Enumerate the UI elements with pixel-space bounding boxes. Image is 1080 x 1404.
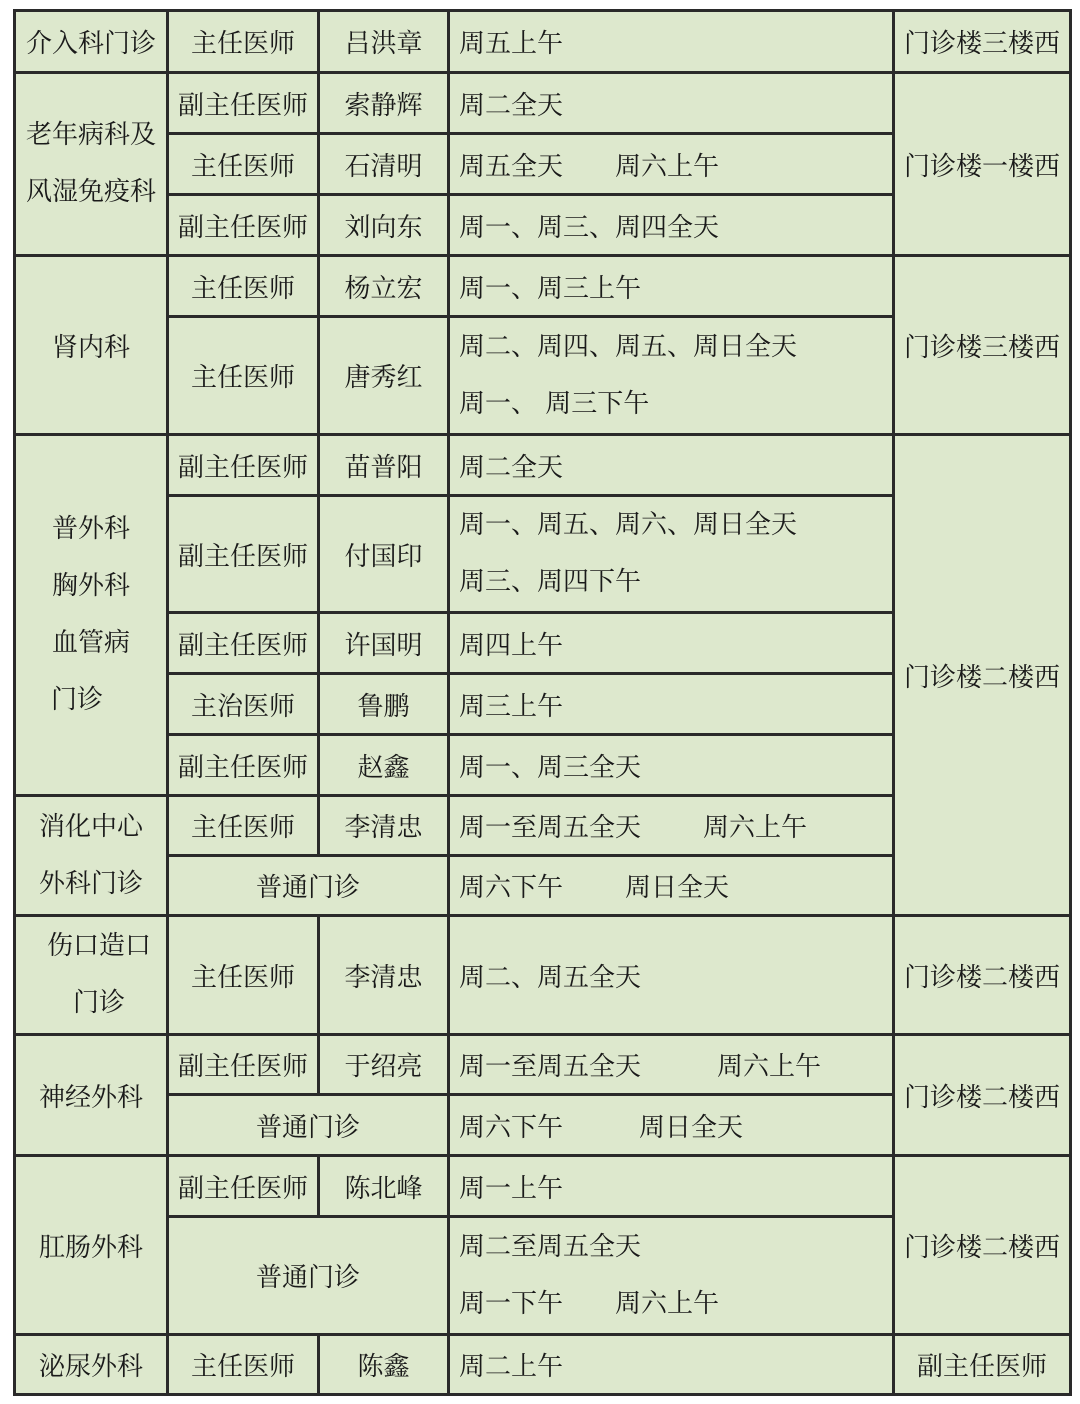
location-cell: 门诊楼三楼西 xyxy=(894,256,1071,435)
title-cell: 副主任医师 xyxy=(168,435,319,496)
department-cell: 消化中心 外科门诊 xyxy=(15,796,168,916)
schedule-cell: 周五上午 xyxy=(449,11,894,73)
location-cell: 门诊楼一楼西 xyxy=(894,73,1071,256)
department-cell: 伤口造口 门诊 xyxy=(15,916,168,1035)
table-row xyxy=(15,916,1071,1035)
doctor-cell: 苗普阳 xyxy=(319,435,449,496)
schedule-cell: 周一、周五、周六、周日全天 周三、周四下午 xyxy=(449,496,894,613)
doctor-cell: 赵鑫 xyxy=(319,735,449,796)
table-row xyxy=(15,256,1071,317)
location-cell: 门诊楼二楼西 xyxy=(894,916,1071,1035)
doctor-cell: 陈北峰 xyxy=(319,1156,449,1217)
schedule-cell: 周一至周五全天 周六上午 xyxy=(449,796,894,856)
department-cell: 肛肠外科 xyxy=(15,1156,168,1335)
title-cell: 副主任医师 xyxy=(168,1035,319,1095)
doctor-cell: 石清明 xyxy=(319,134,449,195)
title-cell: 主任医师 xyxy=(168,256,319,317)
title-cell: 主任医师 xyxy=(168,916,319,1035)
doctor-cell: 杨立宏 xyxy=(319,256,449,317)
general-clinic-cell: 普通门诊 xyxy=(168,1095,449,1156)
doctor-cell: 许国明 xyxy=(319,613,449,674)
department-cell: 肾内科 xyxy=(15,256,168,435)
title-cell: 主任医师 xyxy=(168,134,319,195)
schedule-cell: 周二上午 xyxy=(449,1335,894,1395)
doctor-cell: 鲁鹏 xyxy=(319,674,449,735)
schedule-cell: 周二、周四、周五、周日全天 周一、 周三下午 xyxy=(449,317,894,435)
schedule-cell: 周一、周三上午 xyxy=(449,256,894,317)
doctor-cell: 刘向东 xyxy=(319,195,449,256)
schedule-cell: 周一至周五全天 周六上午 xyxy=(449,1035,894,1095)
location-cell: 副主任医师 xyxy=(894,1335,1071,1395)
location-cell: 门诊楼三楼西 xyxy=(894,11,1071,73)
table-row xyxy=(15,1335,1071,1395)
schedule-cell: 周六下午 周日全天 xyxy=(449,1095,894,1156)
table-row xyxy=(15,11,1071,73)
table-row xyxy=(15,435,1071,496)
title-cell: 副主任医师 xyxy=(168,1156,319,1217)
title-cell: 主任医师 xyxy=(168,1335,319,1395)
doctor-cell: 付国印 xyxy=(319,496,449,613)
doctor-cell: 唐秀红 xyxy=(319,317,449,435)
table-row xyxy=(15,1035,1071,1095)
doctor-cell: 于绍亮 xyxy=(319,1035,449,1095)
doctor-cell: 李清忠 xyxy=(319,916,449,1035)
title-cell: 副主任医师 xyxy=(168,496,319,613)
title-cell: 主任医师 xyxy=(168,11,319,73)
schedule-cell: 周五全天 周六上午 xyxy=(449,134,894,195)
schedule-cell: 周二全天 xyxy=(449,435,894,496)
doctor-cell: 陈鑫 xyxy=(319,1335,449,1395)
doctor-cell: 李清忠 xyxy=(319,796,449,856)
department-cell: 介入科门诊 xyxy=(15,11,168,73)
location-cell: 门诊楼二楼西 xyxy=(894,435,1071,916)
schedule-cell: 周二、周五全天 xyxy=(449,916,894,1035)
title-cell: 主任医师 xyxy=(168,317,319,435)
clinic-schedule-table xyxy=(13,9,1072,1396)
doctor-cell: 吕洪章 xyxy=(319,11,449,73)
location-cell: 门诊楼二楼西 xyxy=(894,1035,1071,1156)
location-cell: 门诊楼二楼西 xyxy=(894,1156,1071,1335)
title-cell: 副主任医师 xyxy=(168,735,319,796)
schedule-cell: 周一、周三、周四全天 xyxy=(449,195,894,256)
schedule-cell: 周一上午 xyxy=(449,1156,894,1217)
schedule-cell: 周六下午 周日全天 xyxy=(449,856,894,916)
doctor-cell: 索静辉 xyxy=(319,73,449,134)
table-row xyxy=(15,73,1071,134)
department-cell: 神经外科 xyxy=(15,1035,168,1156)
general-clinic-cell: 普通门诊 xyxy=(168,856,449,916)
department-cell: 老年病科及 风湿免疫科 xyxy=(15,73,168,256)
schedule-cell: 周二全天 xyxy=(449,73,894,134)
schedule-cell: 周二至周五全天 周一下午 周六上午 xyxy=(449,1217,894,1335)
general-clinic-cell: 普通门诊 xyxy=(168,1217,449,1335)
department-cell: 泌尿外科 xyxy=(15,1335,168,1395)
department-cell: 普外科 胸外科 血管病 门诊 xyxy=(15,435,168,796)
title-cell: 主任医师 xyxy=(168,796,319,856)
schedule-cell: 周三上午 xyxy=(449,674,894,735)
title-cell: 副主任医师 xyxy=(168,195,319,256)
schedule-cell: 周一、周三全天 xyxy=(449,735,894,796)
title-cell: 副主任医师 xyxy=(168,73,319,134)
title-cell: 主治医师 xyxy=(168,674,319,735)
table-row xyxy=(15,1156,1071,1217)
title-cell: 副主任医师 xyxy=(168,613,319,674)
schedule-cell: 周四上午 xyxy=(449,613,894,674)
